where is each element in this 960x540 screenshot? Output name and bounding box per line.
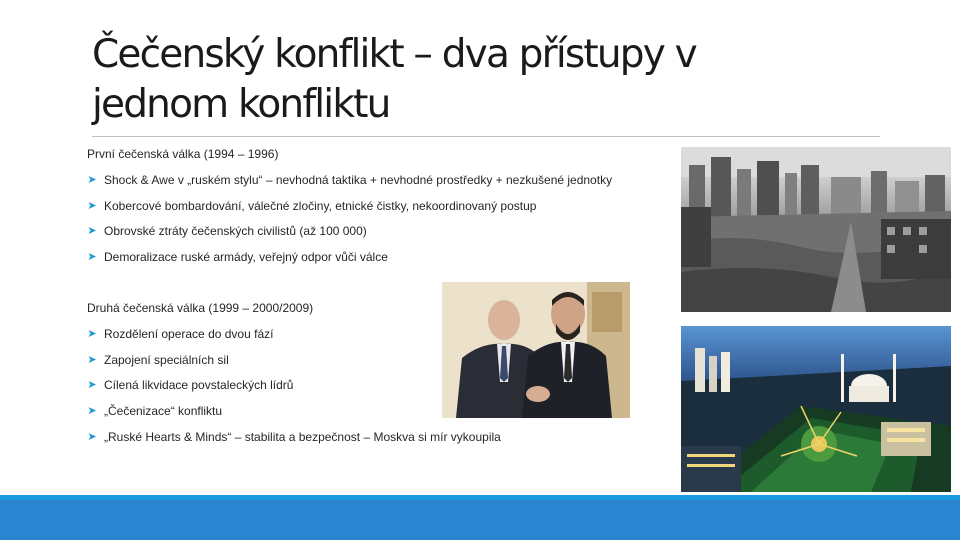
bullet-item xyxy=(87,353,229,367)
bullet-item xyxy=(87,430,501,444)
title-divider xyxy=(92,136,880,137)
footer-bar xyxy=(0,500,960,540)
bullet-text: „Ruské Hearts & Minds“ – stabilita a bezpečnost – Moskva si mír vykoupila xyxy=(104,430,501,444)
slide-title-line-1: Čečenský konflikt – dva přístupy v xyxy=(92,32,696,77)
arrow-right-icon: ➤ xyxy=(87,328,97,340)
arrow-right-icon: ➤ xyxy=(87,174,97,186)
slide-title-line-2: jednom konfliktu xyxy=(92,82,390,127)
photo-ruined-city xyxy=(681,147,951,312)
section-heading-first-war: První čečenská válka (1994 – 1996) xyxy=(87,147,279,161)
photo-night-city xyxy=(681,326,951,492)
arrow-right-icon: ➤ xyxy=(87,200,97,212)
bullet-item xyxy=(87,404,222,418)
bullet-text: Kobercové bombardování, válečné zločiny, etnické čistky, nekoordinovaný postup xyxy=(104,199,537,213)
photo-two-men xyxy=(442,282,630,418)
bullet-text: Rozdělení operace do dvou fází xyxy=(104,327,274,341)
bullet-text: „Čečenizace“ konfliktu xyxy=(104,404,223,418)
slide-title xyxy=(92,30,852,130)
arrow-right-icon: ➤ xyxy=(87,379,97,391)
bullet-item xyxy=(87,250,388,264)
arrow-right-icon: ➤ xyxy=(87,431,97,443)
arrow-right-icon: ➤ xyxy=(87,251,97,263)
bullet-item xyxy=(87,378,293,392)
bullet-text: Zapojení speciálních sil xyxy=(104,353,229,367)
section-heading-second-war: Druhá čečenská válka (1999 – 2000/2009) xyxy=(87,301,314,315)
bullet-item xyxy=(87,224,367,238)
ruins-illustration xyxy=(681,147,951,312)
arrow-right-icon: ➤ xyxy=(87,354,97,366)
bullet-text: Demoralizace ruské armády, veřejný odpor vůči válce xyxy=(104,250,388,264)
people-illustration xyxy=(442,282,630,418)
bullet-text: Obrovské ztráty čečenských civilistů (až 100 000) xyxy=(104,224,367,238)
bullet-item xyxy=(87,199,536,213)
bullet-text: Cílená likvidace povstaleckých lídrů xyxy=(104,378,294,392)
arrow-right-icon: ➤ xyxy=(87,405,97,417)
bullet-text: Shock & Awe v „ruském stylu“ – nevhodná taktika + nevhodné prostředky + nezkušené jednotky xyxy=(104,173,613,187)
city-illustration xyxy=(681,326,951,492)
bullet-item xyxy=(87,327,273,341)
bullet-item xyxy=(87,173,612,187)
arrow-right-icon: ➤ xyxy=(87,225,97,237)
